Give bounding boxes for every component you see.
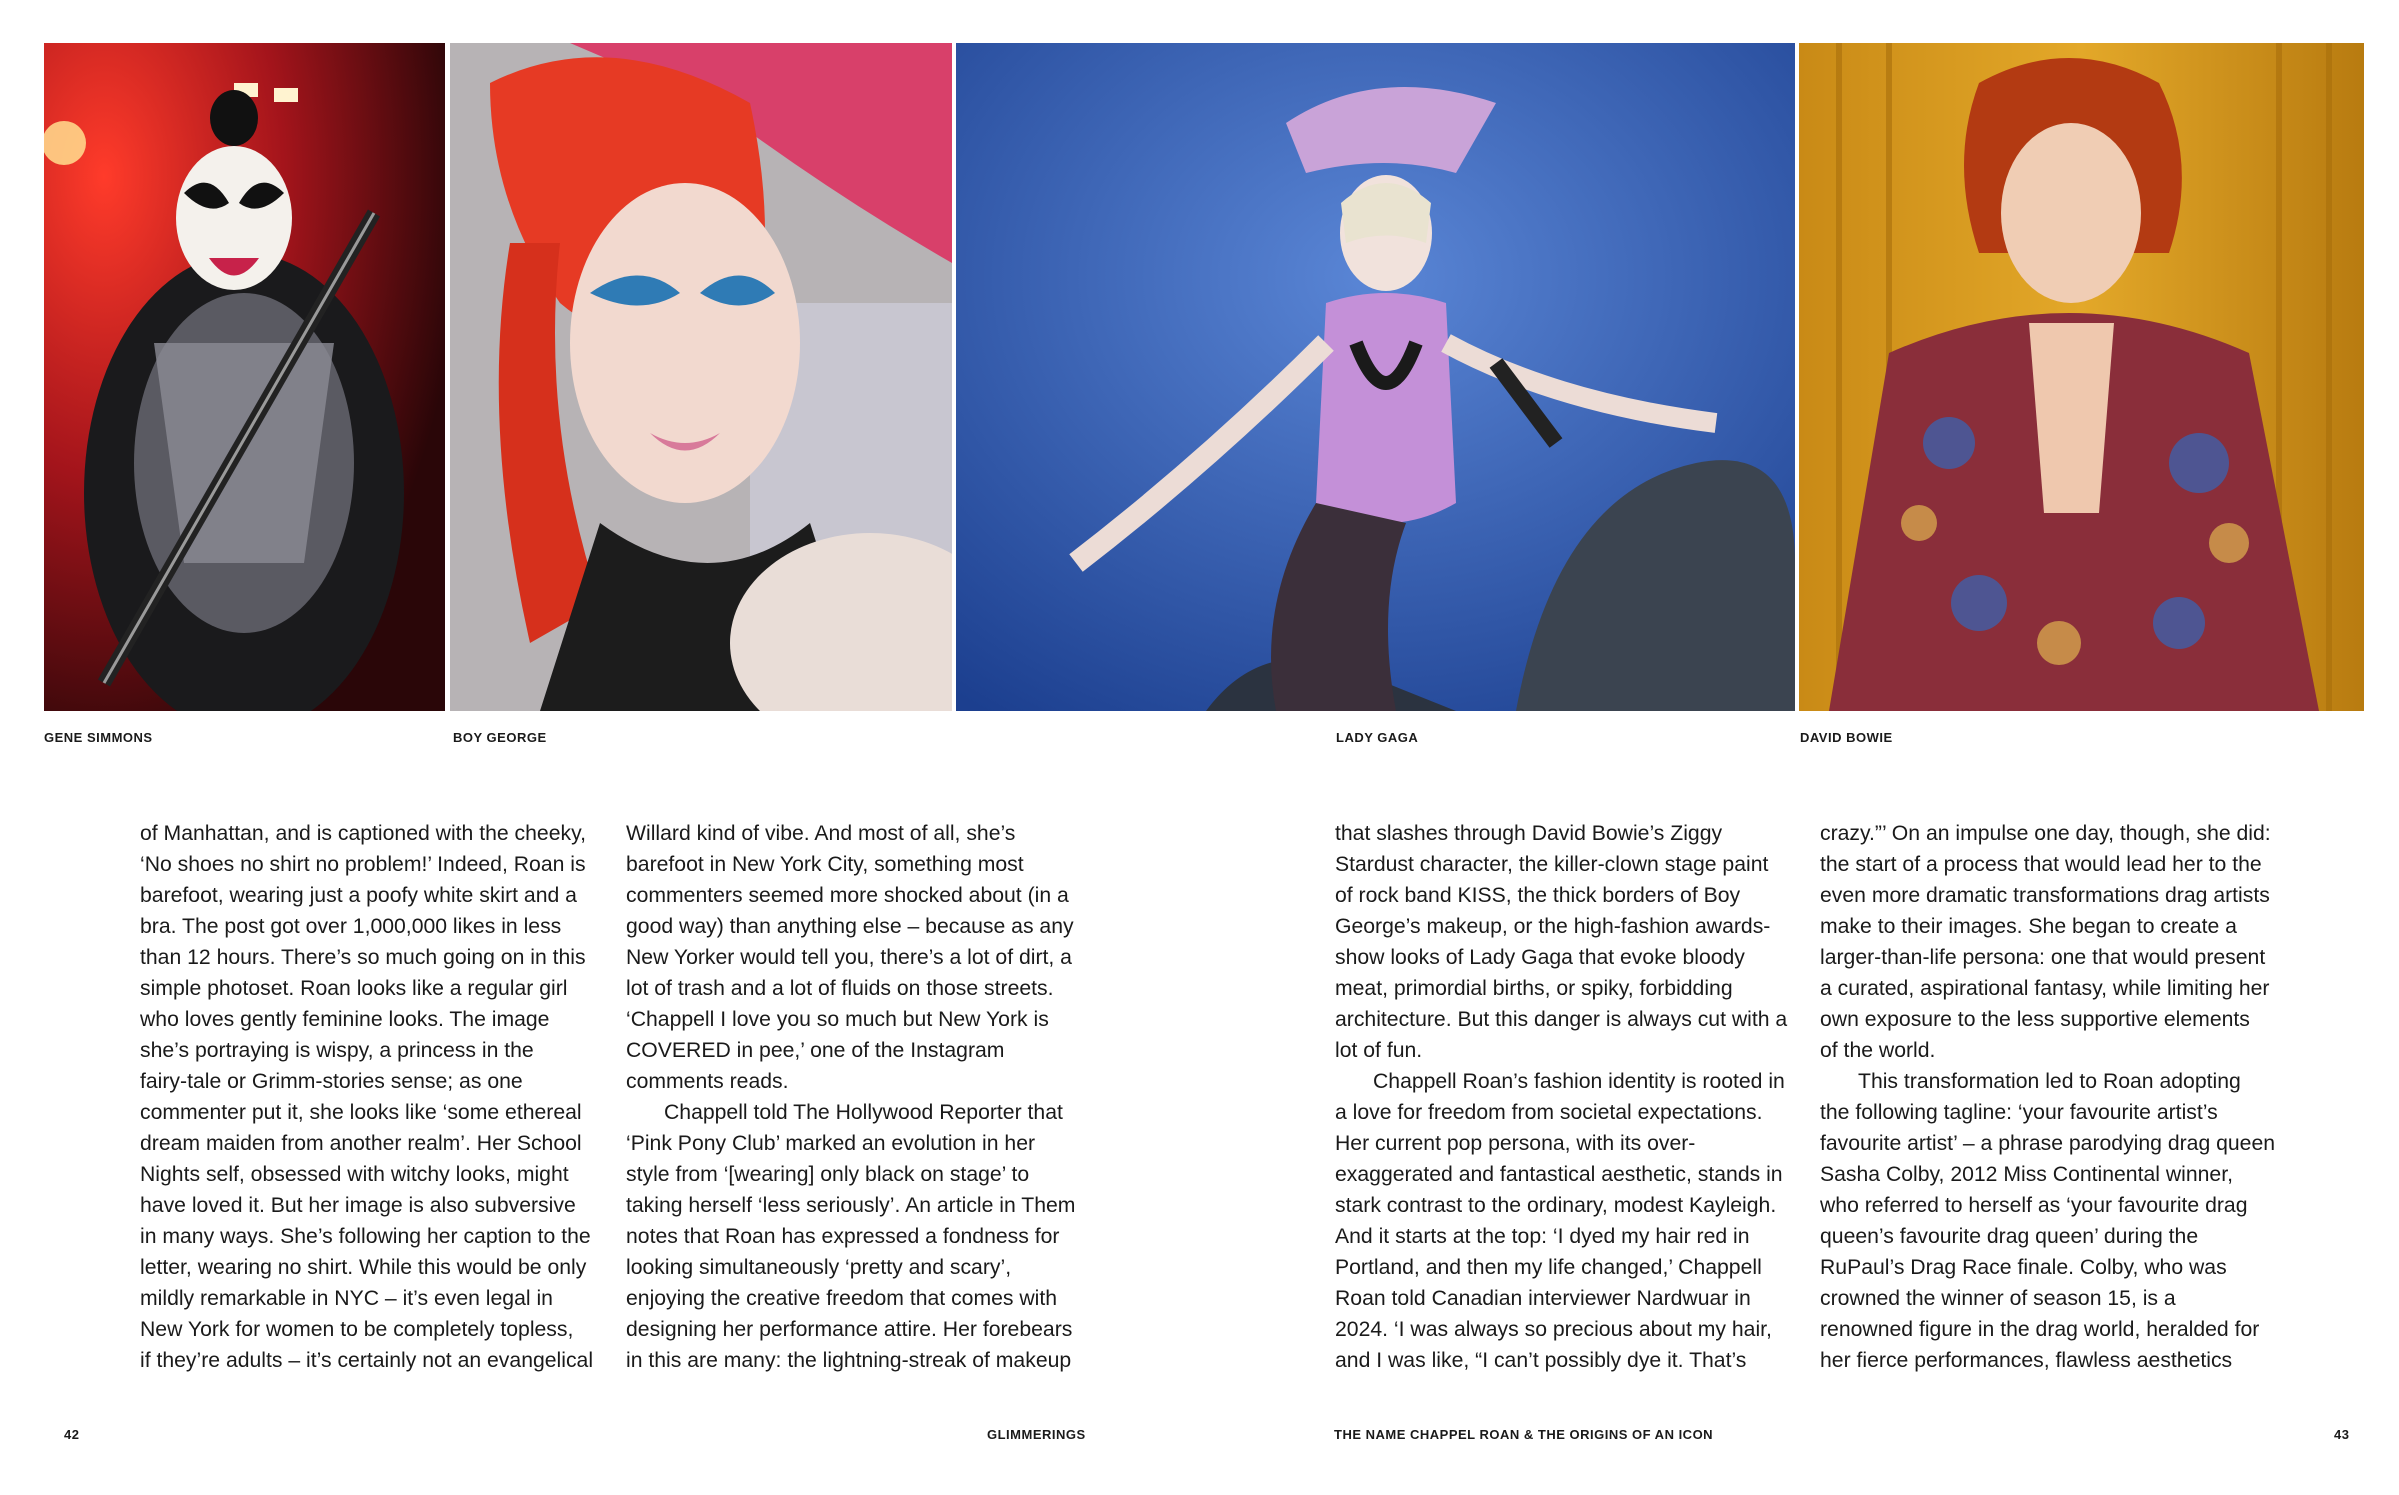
page-number-left: 42 [64,1427,80,1442]
text-line: larger-than-life persona: one that would present [1820,946,2266,969]
text-line: 2024. ‘I was always so precious about my hair, [1335,1318,1772,1341]
text-line: ‘Chappell I love you so much but New York is [626,1008,1049,1031]
text-line: lot of trash and a lot of fluids on those streets. [626,977,1054,1000]
text-line: of the world. [1820,1039,1936,1062]
text-line: that slashes through David Bowie’s Ziggy [1335,822,1723,845]
text-line: Sasha Colby, 2012 Miss Continental winner, [1820,1163,2233,1186]
body-column-1 [140,818,606,1376]
text-line: queen’s favourite drag queen’ during the [1820,1225,2199,1248]
text-line: crowned the winner of season 15, is a [1820,1287,2176,1310]
text-line: notes that Roan has expressed a fondness for [626,1225,1060,1248]
text-line: lot of fun. [1335,1039,1423,1062]
photo-boy-george [450,43,952,711]
text-line: even more dramatic transformations drag artists [1820,884,2270,907]
text-line: the following tagline: ‘your favourite artist’s [1820,1101,2218,1124]
text-line: Chappell Roan’s fashion identity is rooted in [1373,1070,1785,1093]
text-line: mildly remarkable in NYC – it’s even legal in [140,1287,553,1310]
body-column-2 [626,818,1092,1376]
body-column-4 [1820,818,2286,1376]
text-line: New Yorker would tell you, there’s a lot of dirt, a [626,946,1072,969]
body-column-3 [1335,818,1801,1376]
text-line: Stardust character, the killer-clown stage paint [1335,853,1769,876]
text-line: RuPaul’s Drag Race finale. Colby, who was [1820,1256,2227,1279]
caption-gene-simmons: GENE SIMMONS [44,730,153,745]
text-line: Roan told Canadian interviewer Nardwuar in [1335,1287,1751,1310]
running-head-right: THE NAME CHAPPEL ROAN & THE ORIGINS OF AN ICON [1334,1427,1714,1442]
text-line: show looks of Lady Gaga that evoke bloody [1335,946,1745,969]
photo-gene-simmons [44,43,445,711]
text-line: and I was like, “I can’t possibly dye it. That’s [1335,1349,1747,1372]
text-line: dream maiden from another realm’. Her School [140,1132,582,1155]
text-line: exaggerated and fantastical aesthetic, stands in [1335,1163,1783,1186]
text-line: own exposure to the less supportive elements [1820,1008,2250,1031]
text-line: her fierce performances, flawless aesthetics [1820,1349,2233,1372]
text-line: comments reads. [626,1070,789,1093]
text-line: bra. The post got over 1,000,000 likes in less [140,915,562,938]
text-line: taking herself ‘less seriously’. An article in Them [626,1194,1076,1217]
text-line: a love for freedom from societal expectations. [1335,1101,1763,1124]
text-line: of Manhattan, and is captioned with the cheeky, [140,822,587,845]
text-line: enjoying the creative freedom that comes with [626,1287,1058,1310]
text-line: Her current pop persona, with its over- [1335,1132,1696,1155]
text-line: in many ways. She’s following her caption to the [140,1225,591,1248]
caption-lady-gaga: LADY GAGA [1336,730,1419,745]
text-line: a curated, aspirational fantasy, while limiting her [1820,977,2270,1000]
text-line: And it starts at the top: ‘I dyed my hair red in [1335,1225,1750,1248]
text-line: good way) than anything else – because as any [626,915,1074,938]
text-line: meat, primordial births, or spiky, forbidding [1335,977,1733,1000]
text-line: simple photoset. Roan looks like a regular girl [140,977,568,1000]
photo-david-bowie [1799,43,2364,711]
running-head-left: GLIMMERINGS [987,1427,1086,1442]
text-line: the start of a process that would lead her to the [1820,853,2262,876]
text-line: who referred to herself as ‘your favourite drag [1820,1194,2248,1217]
text-line: Chappell told The Hollywood Reporter that [664,1101,1063,1124]
text-line: crazy.”’ On an impulse one day, though, she did: [1820,822,2271,845]
text-line: Nights self, obsessed with witchy looks, might [140,1163,569,1186]
text-line: she’s portraying is wispy, a princess in the [140,1039,534,1062]
text-line: This transformation led to Roan adopting [1858,1070,2241,1093]
text-line: barefoot, wearing just a poofy white skirt and a [140,884,577,907]
photo-lady-gaga [956,43,1795,711]
text-line: of rock band KISS, the thick borders of Boy [1335,884,1741,907]
text-line: commenters seemed more shocked about (in a [626,884,1069,907]
text-line: designing her performance attire. Her forebears [626,1318,1073,1341]
text-line: letter, wearing no shirt. While this would be only [140,1256,587,1279]
text-line: make to their images. She began to create a [1820,915,2237,938]
text-line: New York for women to be completely topless, [140,1318,574,1341]
text-line: favourite artist’ – a phrase parodying drag queen [1820,1132,2276,1155]
text-line: style from ‘[wearing] only black on stage’ to [626,1163,1030,1186]
text-line: renowned figure in the drag world, heralded for [1820,1318,2260,1341]
text-line: have loved it. But her image is also subversive [140,1194,576,1217]
text-line: ‘Pink Pony Club’ marked an evolution in her [626,1132,1036,1155]
page-number-right: 43 [2334,1427,2350,1442]
text-line: architecture. But this danger is always cut with a [1335,1008,1788,1031]
text-line: commenter put it, she looks like ‘some ethereal [140,1101,582,1124]
text-line: who loves gently feminine looks. The image [140,1008,550,1031]
text-line: COVERED in pee,’ one of the Instagram [626,1039,1005,1062]
text-line: stark contrast to the ordinary, modest Kayleigh. [1335,1194,1777,1217]
text-line: in this are many: the lightning-streak of makeup [626,1349,1072,1372]
text-line: barefoot in New York City, something most [626,853,1024,876]
text-line: than 12 hours. There’s so much going on in this [140,946,586,969]
text-line: if they’re adults – it’s certainly not an evangelical [140,1349,594,1372]
text-line: George’s makeup, or the high-fashion awards- [1335,915,1771,938]
text-line: ‘No shoes no shirt no problem!’ Indeed, Roan is [140,853,586,876]
text-line: Portland, and then my life changed,’ Chappell [1335,1256,1762,1279]
caption-boy-george: BOY GEORGE [453,730,547,745]
text-line: looking simultaneously ‘pretty and scary’, [626,1256,1012,1279]
caption-david-bowie: DAVID BOWIE [1800,730,1893,745]
text-line: fairy-tale or Grimm-stories sense; as one [140,1070,523,1093]
text-line: Willard kind of vibe. And most of all, she’s [626,822,1016,845]
